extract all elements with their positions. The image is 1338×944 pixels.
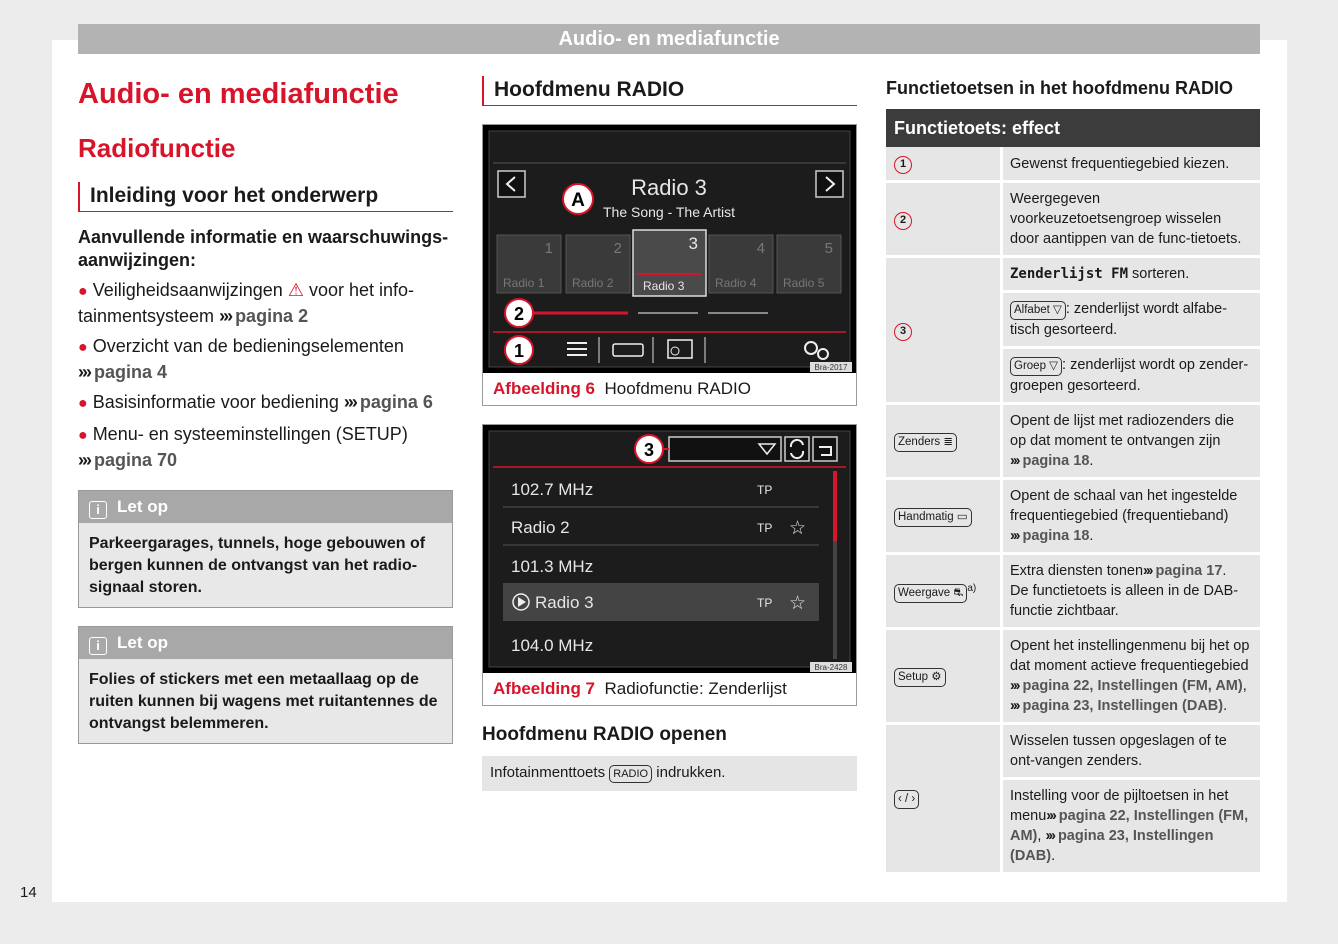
arrow-icon: ››› [219,306,232,326]
table-row [886,147,1260,183]
tp-label: TP [757,521,773,535]
table-row [886,725,1260,780]
refresh-button[interactable] [785,437,809,461]
callout-1-label: 1 [513,341,525,361]
cell-text: Opent de lijst met radiozenders die op dat moment te ontvangen zijn [1010,413,1235,449]
header-bar [78,24,1260,54]
preset-number: 3 [688,234,698,253]
display-button: Weergave ⛐ [894,584,967,603]
callout-1: 1 [894,156,912,174]
song-title: The Song - The Artist [602,204,736,220]
figure-caption [483,373,856,405]
alphabet-button: Alfabet ▽ [1010,301,1066,320]
callout-3-label: 3 [643,440,655,460]
bullet-text: Veiligheidsaanwijzingen [92,280,283,300]
open-radio-instruction [482,756,857,791]
function-keys-table [886,109,1260,875]
note-body: Parkeergarages, tunnels, hoge gebouwen of bergen kunnen de ontvangst van het radio-signaal storen. [89,535,426,596]
station-name: Radio 3 [535,593,594,612]
station-row[interactable] [511,557,593,576]
table-cell: Extra diensten tonen››› pagina 17. De functietoets is alleen in de DAB-functie zichtbaar. [1003,555,1260,630]
instruction-text: indrukken. [656,764,726,781]
instruction-text: Infotainmenttoets [490,764,606,781]
bullet-text: Overzicht van de bedieningselementen [92,336,404,356]
table-cell: Opent de lijst met radiozenders die op dat moment te ontvangen zijn ››› pagina 18. [1003,405,1260,480]
table-cell: Wisselen tussen opgeslagen of te ont-vangen zenders. [1003,725,1260,780]
callout-a-label: A [571,190,585,211]
arrow-icon: ››› [1010,678,1019,694]
group-button: Groep ▽ [1010,357,1062,376]
callout-2-label: 2 [513,304,525,324]
table-cell [1003,293,1260,349]
setup-button: Setup ⚙ [894,668,946,687]
radio-screen [483,125,856,373]
preset-name: Radio 5 [783,276,825,290]
cell-text: Opent het instellingenmenu bij het op dat moment actieve frequentiegebied [1010,638,1250,674]
page-link[interactable]: pagina 18 [1022,453,1090,469]
cell-text: : zenderlijst wordt op zender-groepen gesorteerd. [1010,357,1249,394]
station-name: Radio 2 [511,518,570,537]
arrow-icon: ››› [1010,698,1019,714]
page-link[interactable]: pagina 17 [1155,563,1223,579]
page-link[interactable]: pagina 18 [1022,528,1090,544]
table-cell: Opent het instellingenmenu bij het op dat moment actieve frequentiegebied ››› pagina 22, Instellingen (FM, AM), ››› pagina 23, Instellingen (DAB). [1003,630,1260,725]
table-cell: Instelling voor de pijltoetsen in het menu››› pagina 22, Instellingen (FM, AM), ››› pagina 23, Instellingen (DAB). [1003,780,1260,875]
arrow-icon: ››› [1010,453,1019,469]
table-cell: Weergegeven voorkeuzetoetsengroep wisselen door aantippen van de func-tietoets. [1003,183,1260,258]
open-radio-heading: Hoofdmenu RADIO openen [482,724,727,745]
warning-icon: ⚠ [287,280,304,300]
preset-4[interactable] [709,235,773,293]
table-row [886,555,1260,630]
preset-2[interactable] [566,235,630,293]
preset-1[interactable] [497,235,561,293]
arrow-icon: ››› [1143,563,1152,579]
station-list-screen [483,425,856,673]
station-row[interactable] [511,636,593,655]
function-keys-title: Functietoetsen in het hoofdmenu RADIO [886,78,1233,98]
table-cell: Gewenst frequentiegebied kiezen. [1003,147,1260,183]
page-number: 14 [20,884,37,901]
preset-3-active[interactable] [633,230,706,296]
info-icon: i [89,501,107,519]
star-icon[interactable]: ☆ [789,517,807,539]
info-icon: i [89,637,107,655]
cell-text: Opent de schaal van het ingestelde frequentiegebied (frequentieband) [1010,488,1238,524]
station-name: Radio 3 [631,175,707,200]
cell-text: sorteren. [1132,266,1190,282]
figure-label: Afbeelding 7 [493,679,596,698]
cell-text: Extra diensten tonen [1010,563,1144,579]
page-link[interactable]: pagina 22, Instellingen (FM, AM) [1022,678,1243,694]
page-link[interactable]: pagina 70 [93,450,178,470]
arrow-icon: ››› [1046,808,1055,824]
cell-text: Instelling voor de pijltoetsen in het menu [1010,788,1229,824]
note-title: Let op [117,497,168,516]
figure-caption-text: Radiofunctie: Zenderlijst [604,679,787,698]
figure-code: Bra-2017 [814,363,848,372]
scrollbar-thumb[interactable] [833,471,837,541]
figure-label: Afbeelding 6 [493,379,596,398]
page-link[interactable]: pagina 2 [235,306,309,326]
column-right [886,78,1260,875]
back-button[interactable] [813,437,837,461]
bullet-text: Menu- en systeeminstellingen (SETUP) [92,424,408,444]
tp-label: TP [757,483,773,497]
page-link[interactable]: pagina 22, Instellingen (FM, AM) [1010,808,1249,844]
preset-number: 4 [756,240,765,257]
figure-caption [483,673,856,705]
prev-arrow-button[interactable] [498,171,525,197]
arrow-icon: ››› [78,362,90,382]
figure-caption-text: Hoofdmenu RADIO [604,379,751,398]
note-header [79,627,452,659]
figure-code: Bra-2428 [814,663,848,672]
preset-name: Radio 2 [572,276,614,290]
stations-button: Zenders ≣ [894,433,957,452]
bullet-dot: ● [78,395,88,412]
subsection-title: Inleiding voor het onderwerp [78,182,453,212]
tp-label: TP [757,596,773,610]
bullet-item [78,334,453,384]
cell-text: De functietoets is alleen in de DAB-functie zichtbaar. [1010,583,1239,619]
cell-text: : zenderlijst wordt alfabe-tisch gesorteerd. [1010,301,1228,338]
callout-2: 2 [894,212,912,230]
table-row [886,183,1260,258]
arrow-icon: ››› [78,450,90,470]
note-body: Folies of stickers met een metaallaag op de ruiten kunnen bij wagens met ruitantennes de ontvangst belemmeren. [89,671,438,732]
page-link[interactable]: pagina 6 [359,392,433,412]
preset-number: 5 [824,240,833,257]
table-row [886,258,1260,293]
star-icon[interactable]: ☆ [789,592,807,614]
preset-name: Radio 1 [503,276,545,290]
column-middle [482,76,857,791]
figure-7 [482,424,857,706]
radio-main-screen [483,125,856,373]
chapter-title: Audio- en mediafunctie [78,78,399,110]
section-title: Radiofunctie [78,133,236,163]
section-heading: Hoofdmenu RADIO [482,76,857,106]
next-arrow-button[interactable] [816,171,843,197]
preset-name: Radio 4 [715,276,757,290]
bullet-item [78,278,453,328]
bullet-dot: ● [78,339,88,356]
page-link[interactable]: pagina 23, Instellingen (DAB) [1010,828,1214,864]
page-link[interactable]: pagina 23, Instellingen (DAB) [1022,698,1224,714]
bullet-dot: ● [78,427,88,444]
radio-key: RADIO [609,765,652,783]
preset-number: 1 [544,240,553,257]
intro-heading: Aanvullende informatie en waarschuwings-aanwijzingen: [78,227,449,270]
sort-dropdown[interactable] [669,437,781,461]
station-row-selected[interactable] [503,583,819,621]
column-left [78,74,453,744]
preset-5[interactable] [777,235,841,293]
bullet-item [78,422,453,472]
table-row [886,480,1260,555]
note-box [78,490,453,608]
preset-name: Radio 3 [643,279,685,293]
note-box [78,626,453,744]
page-link[interactable]: pagina 4 [93,362,168,382]
note-title: Let op [117,633,168,652]
bullet-item [78,390,453,416]
arrow-icon: ››› [1045,828,1054,844]
table-cell [1003,258,1260,293]
bullet-dot: ● [78,283,88,300]
header-title: Audio- en mediafunctie [558,28,780,50]
table-header: Functietoets: effect [886,109,1260,147]
table-cell [1003,349,1260,405]
manual-button: Handmatig ▭ [894,508,972,527]
bullet-text: Basisinformatie voor bediening [92,392,339,412]
station-name: 101.3 MHz [511,557,594,576]
figure-6 [482,124,857,406]
station-list-svg [483,425,856,673]
table-cell: Opent de schaal van het ingestelde frequentiegebied (frequentieband) ››› pagina 18. [1003,480,1260,555]
arrow-icon: ››› [1010,528,1019,544]
callout-3: 3 [894,323,912,341]
note-header [79,491,452,523]
bullet-text: voor het info-tainmentsysteem [78,280,415,326]
station-name: 104.0 MHz [511,636,594,655]
preset-number: 2 [613,240,622,257]
station-name: 102.7 MHz [511,480,594,499]
table-row [886,630,1260,725]
arrow-icon: ››› [343,392,356,412]
station-list-fm-key: Zenderlijst FM [1010,266,1129,282]
footnote-marker: a) [967,582,977,594]
table-row [886,405,1260,480]
arrow-keys: ‹ / › [894,790,919,809]
